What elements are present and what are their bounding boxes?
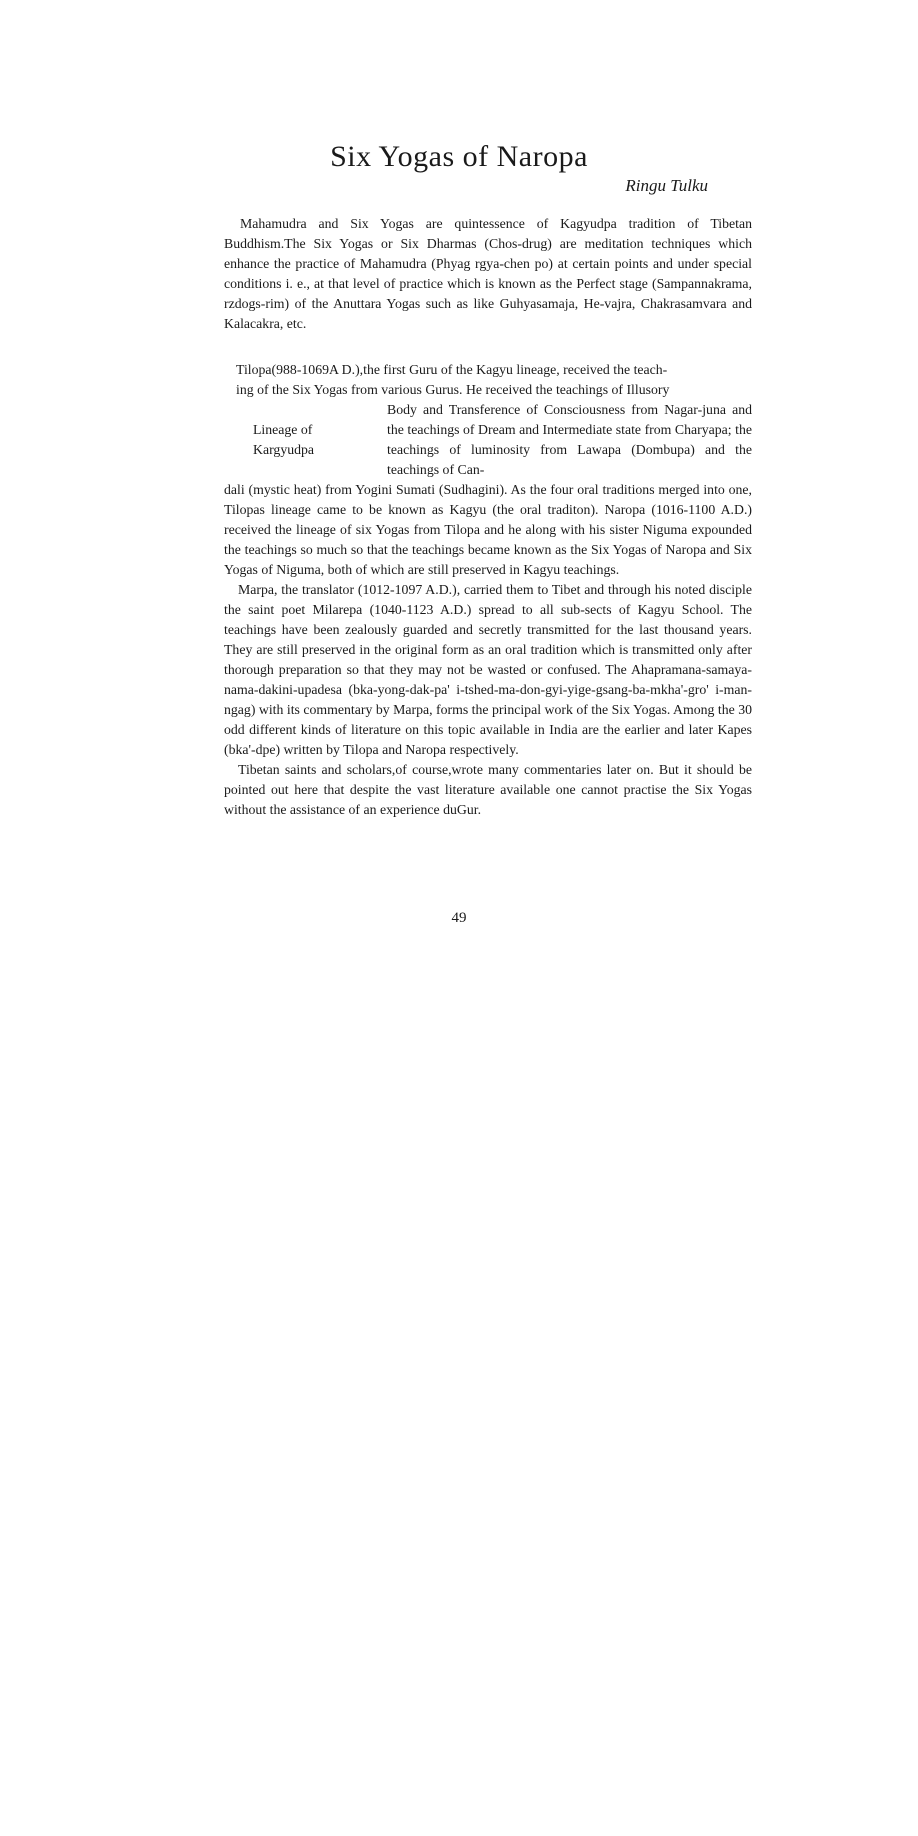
paragraph-marpa: Marpa, the translator (1012-1097 A.D.), carried them to Tibet and through his noted disciple the saint poet Milarepa (1040-1123 A.D.) spread to all sub-sects of Kagyu School. The teachings have been zealously guarded and secretly transmitted for the last thousand years. They are still preserved in the original form as an oral tradition which is transmitted only after thorough preparation so that they may not be wasted or confused. The Ahapramana-samaya-nama-dakini-upadesa (bka-yong-dak-pa' i-tshed-ma-don-gyi-yige-gsang-ba-mkha'-gro' i-man-ngag) with its commentary by Marpa, forms the principal work of the Six Yogas. Among the 30 odd different kinds of literature on this topic available in India are the earlier and later Kapes (bka'-dpe) written by Tilopa and Naropa respectively. [224, 582, 752, 757]
paragraph-lineage-inset: Body and Transference of Consciousness from Nagar-juna and the teachings of Dream and Intermediate state from Charyapa; the teachings of luminosity from Lawapa (Dombupa) and the teachings of Can- [387, 402, 752, 477]
margin-note-line: Kargyudpa [253, 442, 315, 457]
author-name: Ringu Tulku [625, 176, 708, 195]
text-line: Tilopa(988-1069A D.),the first Guru of the Kagyu lineage, received the teach- [236, 362, 668, 377]
paragraph-lineage-opening [224, 360, 752, 400]
margin-note-line: Lineage of [253, 422, 313, 437]
paragraph-intro: Mahamudra and Six Yogas are quintessence of Kagyudpa tradition of Tibetan Buddhism.The Six Yogas or Six Dharmas (Chos-drug) are meditation techniques which enhance the practice of Mahamudra (Phyag rgya-chen po) at certain points and under special conditions i. e., at that level of practice which is known as the Perfect stage (Sampannakrama, rzdogs-rim) of the Anuttara Yogas such as like Guhyasamaja, He-vajra, Chakrasamvara and Kalacakra, etc. [224, 216, 752, 331]
paragraph-commentaries: Tibetan saints and scholars,of course,wrote many commentaries later on. But it should be pointed out here that despite the vast literature available one cannot practise the Six Yogas without the assistance of an experience duGur. [224, 762, 752, 817]
page-number: 49 [451, 910, 467, 926]
page-title: Six Yogas of Naropa [330, 140, 588, 173]
margin-note [253, 420, 373, 460]
paragraph-lineage-continued: dali (mystic heat) from Yogini Sumati (Sudhagini). As the four oral traditions merged into one, Tilopas lineage came to be known as Kagyu (the oral traditon). Naropa (1016-1100 A.D.) received the lineage of six Yogas from Tilopa and he along with his sister Niguma expounded the teachings so much so that the teachings became known as the Six Yogas of Naropa and Six Yogas of Niguma, both of which are still preserved in Kagyu teachings. [224, 482, 752, 577]
text-line: ing of the Six Yogas from various Gurus. He received the teachings of Illusory [236, 382, 670, 397]
body-text [224, 480, 752, 820]
